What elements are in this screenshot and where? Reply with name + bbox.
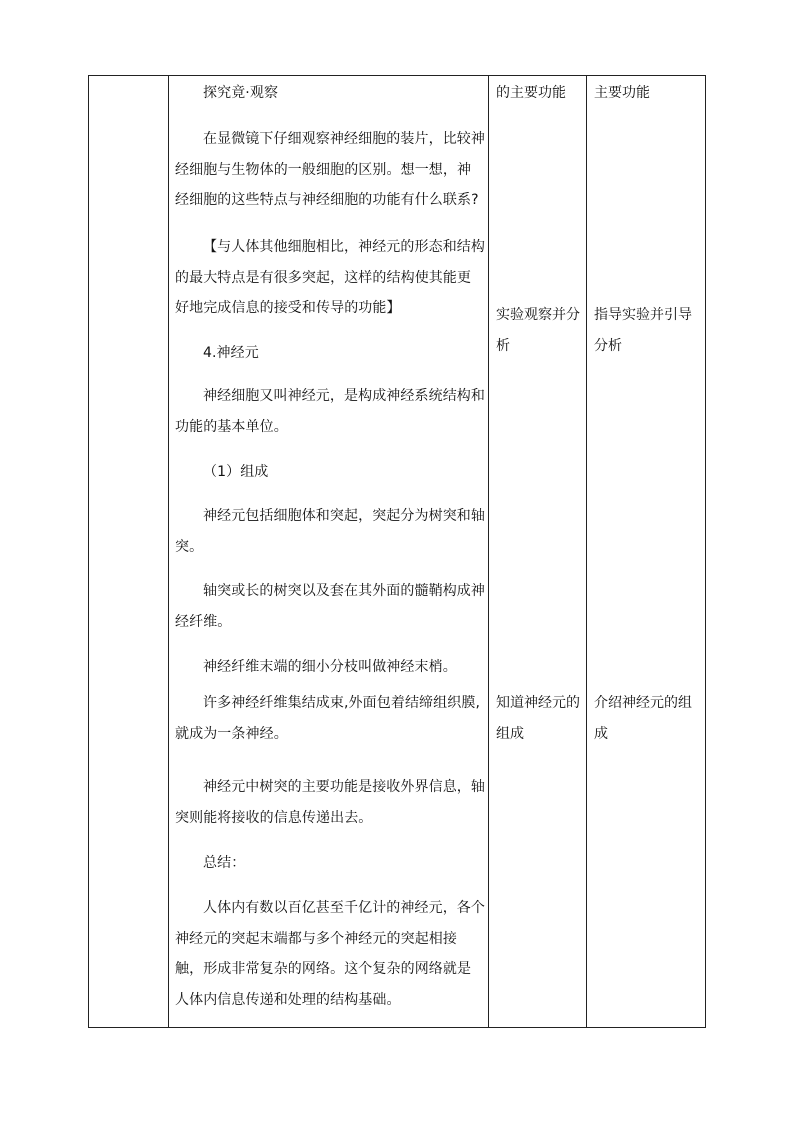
- student-experiment-text: 实验观察并分析: [496, 307, 580, 354]
- definition-paragraph: 神经细胞又叫神经元，是构成神经系统结构和功能的基本单位。: [175, 388, 485, 435]
- answer-paragraph: 【与人体其他细胞相比，神经元的形态和结构的最大特点是有很多突起，这样的结构使其能更好地完成信息的接受和传导的功能】: [175, 239, 485, 316]
- explore-heading: 探究竟·观察: [203, 85, 279, 101]
- function-paragraph: 神经元中树突的主要功能是接收外界信息，轴突则能将接收的信息传递出去。: [175, 779, 485, 826]
- fiber-paragraph: 轴突或长的树突以及套在其外面的髓鞘构成神经纤维。: [175, 583, 485, 630]
- microscope-paragraph: 在显微镜下仔细观察神经细胞的装片，比较神经细胞与生物体的一般细胞的区别。想一想，神经细胞的这些特点与神经细胞的功能有什么联系?: [175, 131, 485, 208]
- student-activity-cell: [489, 76, 587, 1027]
- summary-heading: 总结：: [203, 855, 246, 871]
- teacher-introduce-text: 介绍神经元的组成: [594, 695, 692, 742]
- nerve-paragraph: 许多神经纤维集结成束,外面包着结缔组织膜,就成为一条神经。: [175, 695, 480, 742]
- composition-heading: （1）组成: [203, 464, 269, 480]
- summary-paragraph: 人体内有数以百亿甚至千亿计的神经元，各个神经元的突起末端都与多个神经元的突起相接触，形成非常复杂的网络。这个复杂的网络就是人体内信息传递和处理的结构基础。: [175, 900, 485, 1008]
- neuron-heading: 4.神经元: [203, 345, 259, 361]
- nerve-ending-paragraph: 神经纤维末端的细小分枝叫做神经末梢。: [203, 659, 457, 675]
- column-divider: [168, 76, 169, 1027]
- teacher-guide-text: 指导实验并引导分析: [594, 307, 692, 354]
- teacher-activity-cell: [587, 76, 707, 1027]
- student-top-text: 的主要功能: [496, 85, 566, 101]
- teacher-top-text: 主要功能: [594, 85, 650, 101]
- composition-paragraph: 神经元包括细胞体和突起，突起分为树突和轴突。: [175, 508, 485, 555]
- student-know-text: 知道神经元的组成: [496, 695, 580, 742]
- lesson-table: [88, 75, 706, 1028]
- stage-cell: [89, 76, 168, 1027]
